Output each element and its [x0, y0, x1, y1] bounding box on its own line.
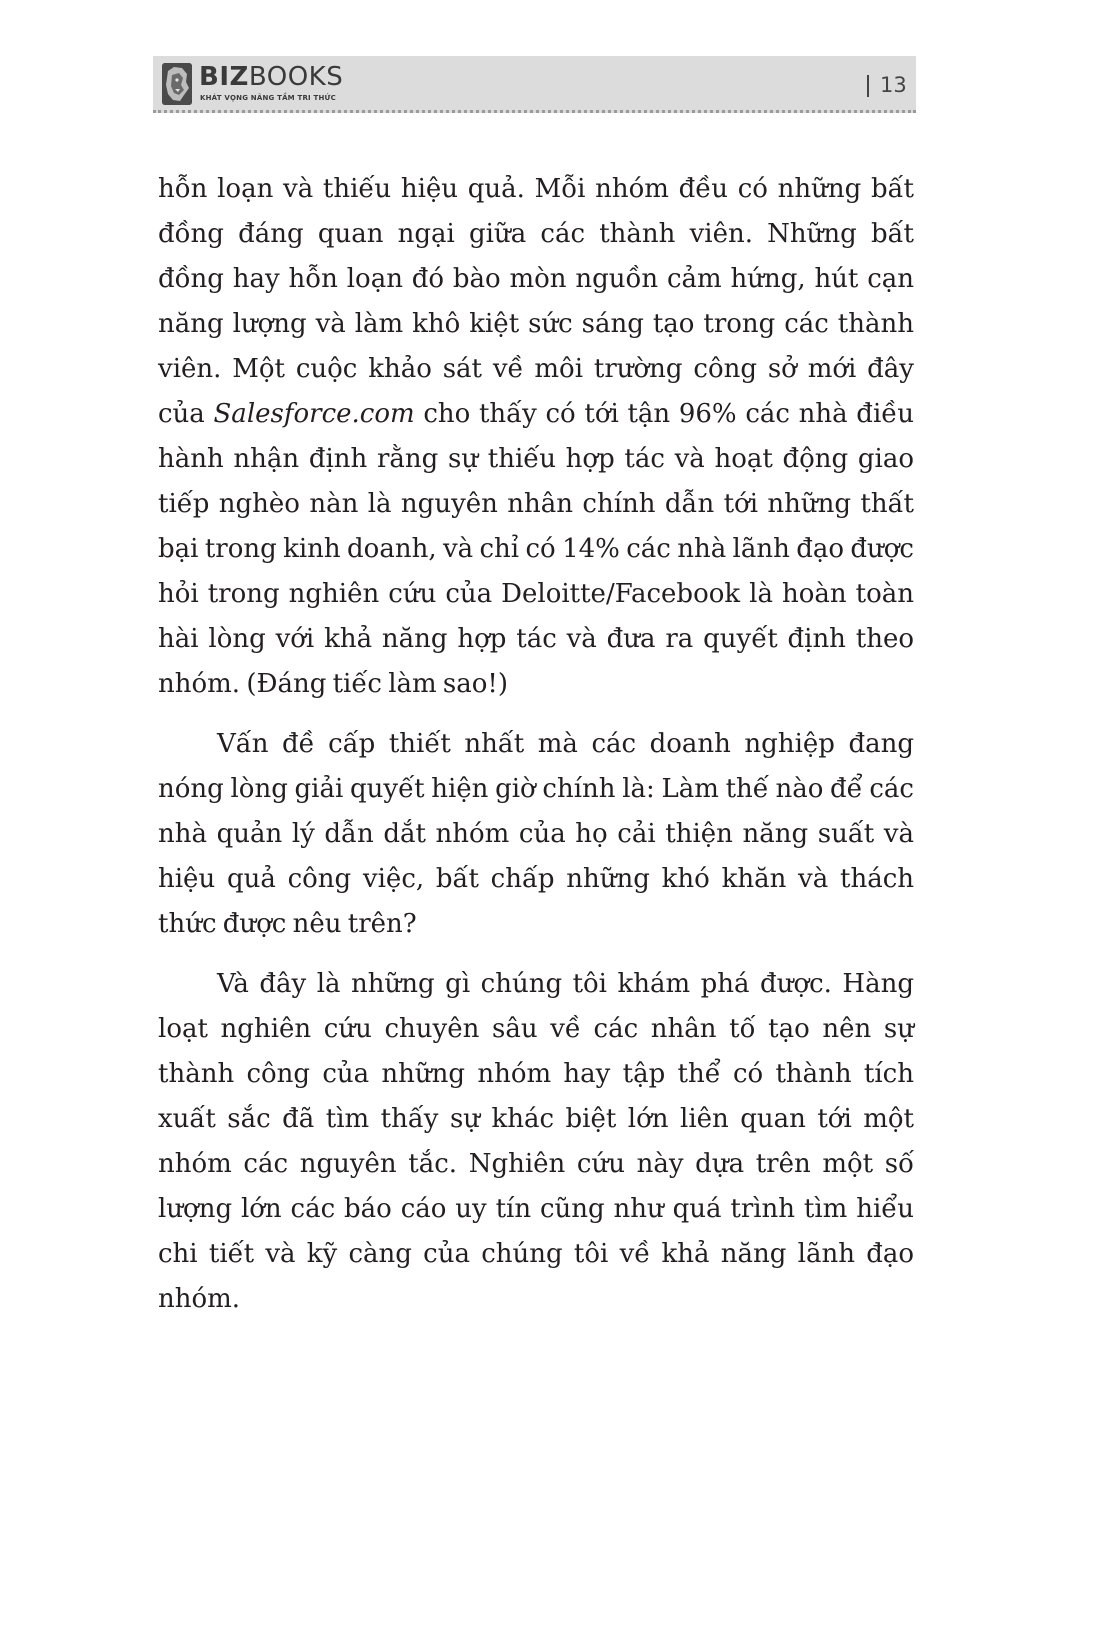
- brand-books: BOOKS: [248, 62, 344, 92]
- body-text: [158, 167, 914, 1337]
- italic-source-name: Salesforce.com: [213, 399, 415, 429]
- paragraph-1-end: cho thấy có tới tận 96% các nhà điều hành nhận định rằng sự thiếu hợp tác và hoạt động giao tiếp nghèo nàn là nguyên nhân chính dẫn tới những thất bại trong kinh doanh, và chỉ có 14% các nhà lãnh đạo được hỏi trong nghiên cứu của Deloitte/Facebook là hoàn toàn hài lòng với khả năng hợp tác và đưa ra quyết định theo nhóm. (Đáng tiếc làm sao!): [158, 399, 914, 699]
- page-number: 13: [880, 73, 907, 97]
- brand-biz: BIZ: [199, 62, 249, 92]
- paragraph-2: Vấn đề cấp thiết nhất mà các doanh nghiệp đang nóng lòng giải quyết hiện giờ chính là: Làm thế nào để các nhà quản lý dẫn dắt nhóm của họ cải thiện năng suất và hiệu quả công việc, bất chấp những khó khăn và thách thức được nêu trên?: [158, 729, 914, 939]
- page-number-divider: [867, 75, 869, 97]
- brand-logo-text: [199, 62, 343, 92]
- paragraph-3: Và đây là những gì chúng tôi khám phá được. Hàng loạt nghiên cứu chuyên sâu về các nhân tố tạo nên sự thành công của những nhóm hay tập thể có thành tích xuất sắc đã tìm thấy sự khác biệt lớn liên quan tới một nhóm các nguyên tắc. Nghiên cứu này dựa trên một số lượng lớn các báo cáo uy tín cũng như quá trình tìm hiểu chi tiết và kỹ càng của chúng tôi về khả năng lãnh đạo nhóm.: [158, 969, 914, 1314]
- paragraph-1: [158, 167, 914, 707]
- lion-head-icon: [162, 63, 192, 105]
- paragraph-1-start: hỗn loạn và thiếu hiệu quả. Mỗi nhóm đều có những bất đồng đáng quan ngại giữa các thành viên. Những bất đồng hay hỗn loạn đó bào mòn nguồn cảm hứng, hút cạn năng lượng và làm khô kiệt sức sáng tạo trong các thành viên. Một cuộc khảo sát về môi trường công sở mới đây của: [158, 174, 914, 429]
- brand-tagline: KHÁT VỌNG NÂNG TẦM TRI THỨC: [200, 94, 336, 102]
- page-header: [153, 56, 916, 113]
